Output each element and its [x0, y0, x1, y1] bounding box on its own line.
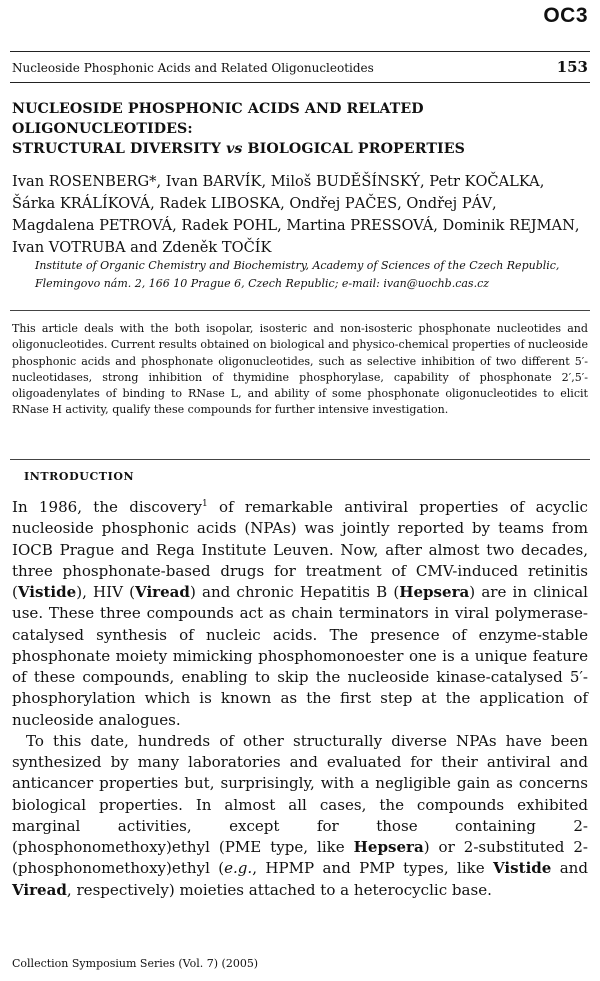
footer-series: Collection Symposium Series (Vol. 7) (2005) — [12, 957, 259, 970]
drug-name: Vistide — [493, 859, 552, 878]
body-text — [12, 497, 588, 901]
drug-name: Viread — [12, 880, 67, 899]
author: Šárka KRÁLÍKOVÁ, — [12, 195, 160, 212]
drug-name: Hepsera — [399, 583, 470, 601]
author: Magdalena PETROVÁ, — [12, 217, 182, 234]
affiliation — [35, 257, 590, 293]
title-line-2b: BIOLOGICAL PROPERTIES — [242, 141, 466, 157]
author: Radek LIBOSKA, — [159, 195, 290, 212]
author: Dominik REJMAN, — [442, 217, 580, 234]
author: Miloš BUDĚŠÍNSKÝ, — [270, 173, 430, 190]
abstract-rule-top — [10, 310, 590, 311]
abstract: This article deals with the both isopolar, isosteric and non-isosteric phosphonate nucleotides and oligonucleotides. Current results obtained on biological and physico-chemical properties of nucleoside phosphonic acids and phosphonate oligonucleotides, such as selective inhibition of two different 5′-nucleotidases, strong inhibition of thymidine phosphorylase, capability of phosphonate 2′,5′-oligoadenylates of binding to RNase L, and ability of some phosphonate oligonucleotides to elicit RNase H activity, qualify these compounds for further intensive investigation. — [12, 322, 588, 417]
drug-name: Viread — [135, 583, 190, 601]
author: Ivan BARVÍK, — [165, 173, 271, 190]
abstract-rule-bottom — [10, 459, 590, 460]
section-heading: INTRODUCTION — [24, 470, 135, 483]
author: Martina PRESSOVÁ, — [286, 217, 443, 234]
session-code: OC3 — [543, 4, 588, 27]
author: Ondřej PAČES, — [289, 195, 407, 212]
page-number: 153 — [556, 58, 588, 76]
author: Ivan VOTRUBA and — [12, 239, 163, 256]
title-line-2a: STRUCTURAL DIVERSITY — [12, 141, 227, 157]
reference-marker: 1 — [201, 499, 208, 509]
running-title: Nucleoside Phosphonic Acids and Related Oligonucleotides — [12, 61, 374, 75]
author: Ondřej PÁV, — [406, 195, 497, 212]
author: Zdeněk TOČÍK — [162, 239, 272, 256]
header-rule-top — [10, 51, 590, 52]
paragraph: To this date, hundreds of other structurally diverse NPAs have been synthesized by many laboratories and evaluated for their antiviral and anticancer properties but, surprisingly, with a negligible gain as concerns biological properties. In almost all cases, the compounds exhibited marginal activities, except for those containing 2-(phosphonomethoxy)ethyl (PME type, like Hepsera) or 2-substituted 2-(phosphonomethoxy)ethyl (e.g., HPMP and PMP types, like Vistide and Viread, respectively) moieties attached to a heterocyclic base. — [12, 731, 589, 899]
author: Petr KOČALKA, — [429, 173, 545, 190]
abbreviation: e.g. — [224, 859, 253, 878]
author: Radek POHL, — [181, 217, 287, 234]
affiliation-line-2: Flemingovo nám. 2, 166 10 Prague 6, Czech Republic; e-mail: ivan@uochb.cas.cz — [35, 277, 490, 290]
article-title — [12, 99, 592, 159]
author-list — [12, 171, 592, 259]
affiliation-line-1: Institute of Organic Chemistry and Biochemistry, Academy of Sciences of the Czech Republic, — [35, 259, 560, 272]
drug-name: Vistide — [17, 583, 77, 601]
title-line-1: NUCLEOSIDE PHOSPHONIC ACIDS AND RELATED OLIGONUCLEOTIDES: — [12, 101, 424, 137]
paragraph: In 1986, the discovery$^1$ of remarkable antiviral properties of acyclic nucleoside phosphonic acids (NPAs) was jointly reported by teams from IOCB Prague and Rega Institute Leuven. Now, after almost two decades, three phosphonate-based drugs for treatment of CMV-induced retinitis (Vistide), HIV (Viread) and chronic Hepatitis B (Hepsera) are in clinical use. These three compounds act as chain terminators in viral polymerase-catalysed synthesis of nucleic acids. The presence of enzyme-stable phosphonate moiety mimicking phosphomonoester one is a unique feature of these compounds, enabling to skip the nucleoside kinase-catalysed 5′-phosphorylation which is known as the first step at the application of nucleoside analogues. — [12, 498, 588, 729]
author: Ivan ROSENBERG*, — [12, 173, 166, 190]
drug-name: Hepsera — [353, 838, 424, 856]
title-vs: vs — [226, 141, 243, 157]
header-rule-bottom — [10, 82, 590, 83]
